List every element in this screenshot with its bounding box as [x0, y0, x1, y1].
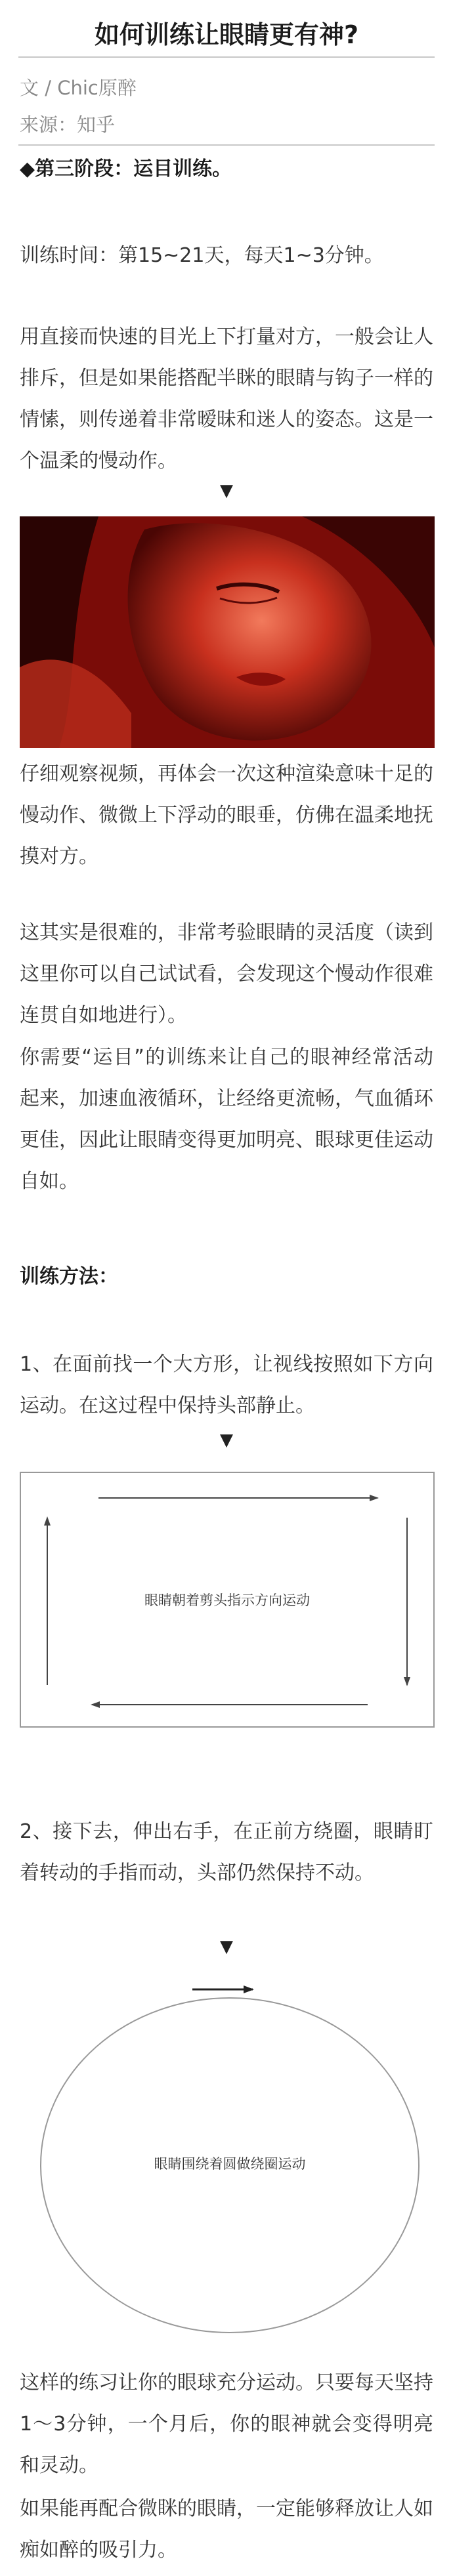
paragraph-observe: 仔细观察视频，再体会一次这种渲染意味十足的慢动作、微微上下浮动的眼垂，仿佛在温柔地抚摸对方。	[20, 762, 433, 868]
paragraph-difficulty: 这其实是很难的，非常考验眼睛的灵活度（读到这里你可以自己试试看，会发现这个慢动作很难连贯自如地进行）。	[20, 921, 433, 1027]
woman-face-illustration	[20, 516, 435, 748]
step-one-text: 1、在面前找一个大方形，让视线按照如下方向运动。在这过程中保持头部静止。	[20, 1353, 433, 1417]
author-line: 文 / Chic原醉	[20, 77, 137, 99]
paragraph-closing: 如果能再配合微眯的眼睛，一定能够释放让人如痴如醉的吸引力。	[20, 2497, 433, 2562]
paragraph-why-train: 你需要“运目”的训练来让自己的眼神经常活动起来，加速血液循环，让经络更流畅，气血循环更佳，因此让眼睛变得更加明亮、眼球更佳运动自如。	[20, 1046, 433, 1193]
title-divider	[18, 56, 435, 58]
article-title: 如何训练让眼睛更有神?	[94, 20, 359, 49]
circle-diagram-label: 眼睛围绕着圆做绕圈运动	[154, 2156, 306, 2172]
square-eye-path-diagram	[20, 1472, 435, 1728]
method-heading: 训练方法：	[20, 1265, 118, 1288]
stage-heading: ◆第三阶段：运目训练。	[20, 157, 232, 180]
training-time: 训练时间：第15~21天，每天1~3分钟。	[20, 244, 384, 267]
paragraph-intro: 用直接而快速的目光上下打量对方，一般会让人排斥，但是如果能搭配半眯的眼睛与钩子一样的情愫，则传递着非常暧昧和迷人的姿态。这是一个温柔的慢动作。	[20, 325, 433, 472]
source-line: 来源：知乎	[20, 114, 116, 136]
down-arrow-marker: ▼	[220, 481, 233, 501]
meta-divider	[18, 144, 435, 146]
video-still-image	[20, 516, 435, 748]
paragraph-result: 这样的练习让你的眼球充分运动。只要每天坚持1～3分钟，一个月后，你的眼神就会变得明亮和灵动。	[20, 2371, 433, 2477]
circle-eye-path-diagram	[36, 1975, 423, 2342]
down-arrow-marker-3: ▼	[220, 1937, 233, 1957]
step-two-text: 2、接下去，伸出右手，在正前方绕圈，眼睛盯着转动的手指而动，头部仍然保持不动。	[20, 1820, 433, 1884]
square-diagram-label: 眼睛朝着剪头指示方向运动	[144, 1592, 310, 1608]
down-arrow-marker-2: ▼	[220, 1430, 233, 1450]
